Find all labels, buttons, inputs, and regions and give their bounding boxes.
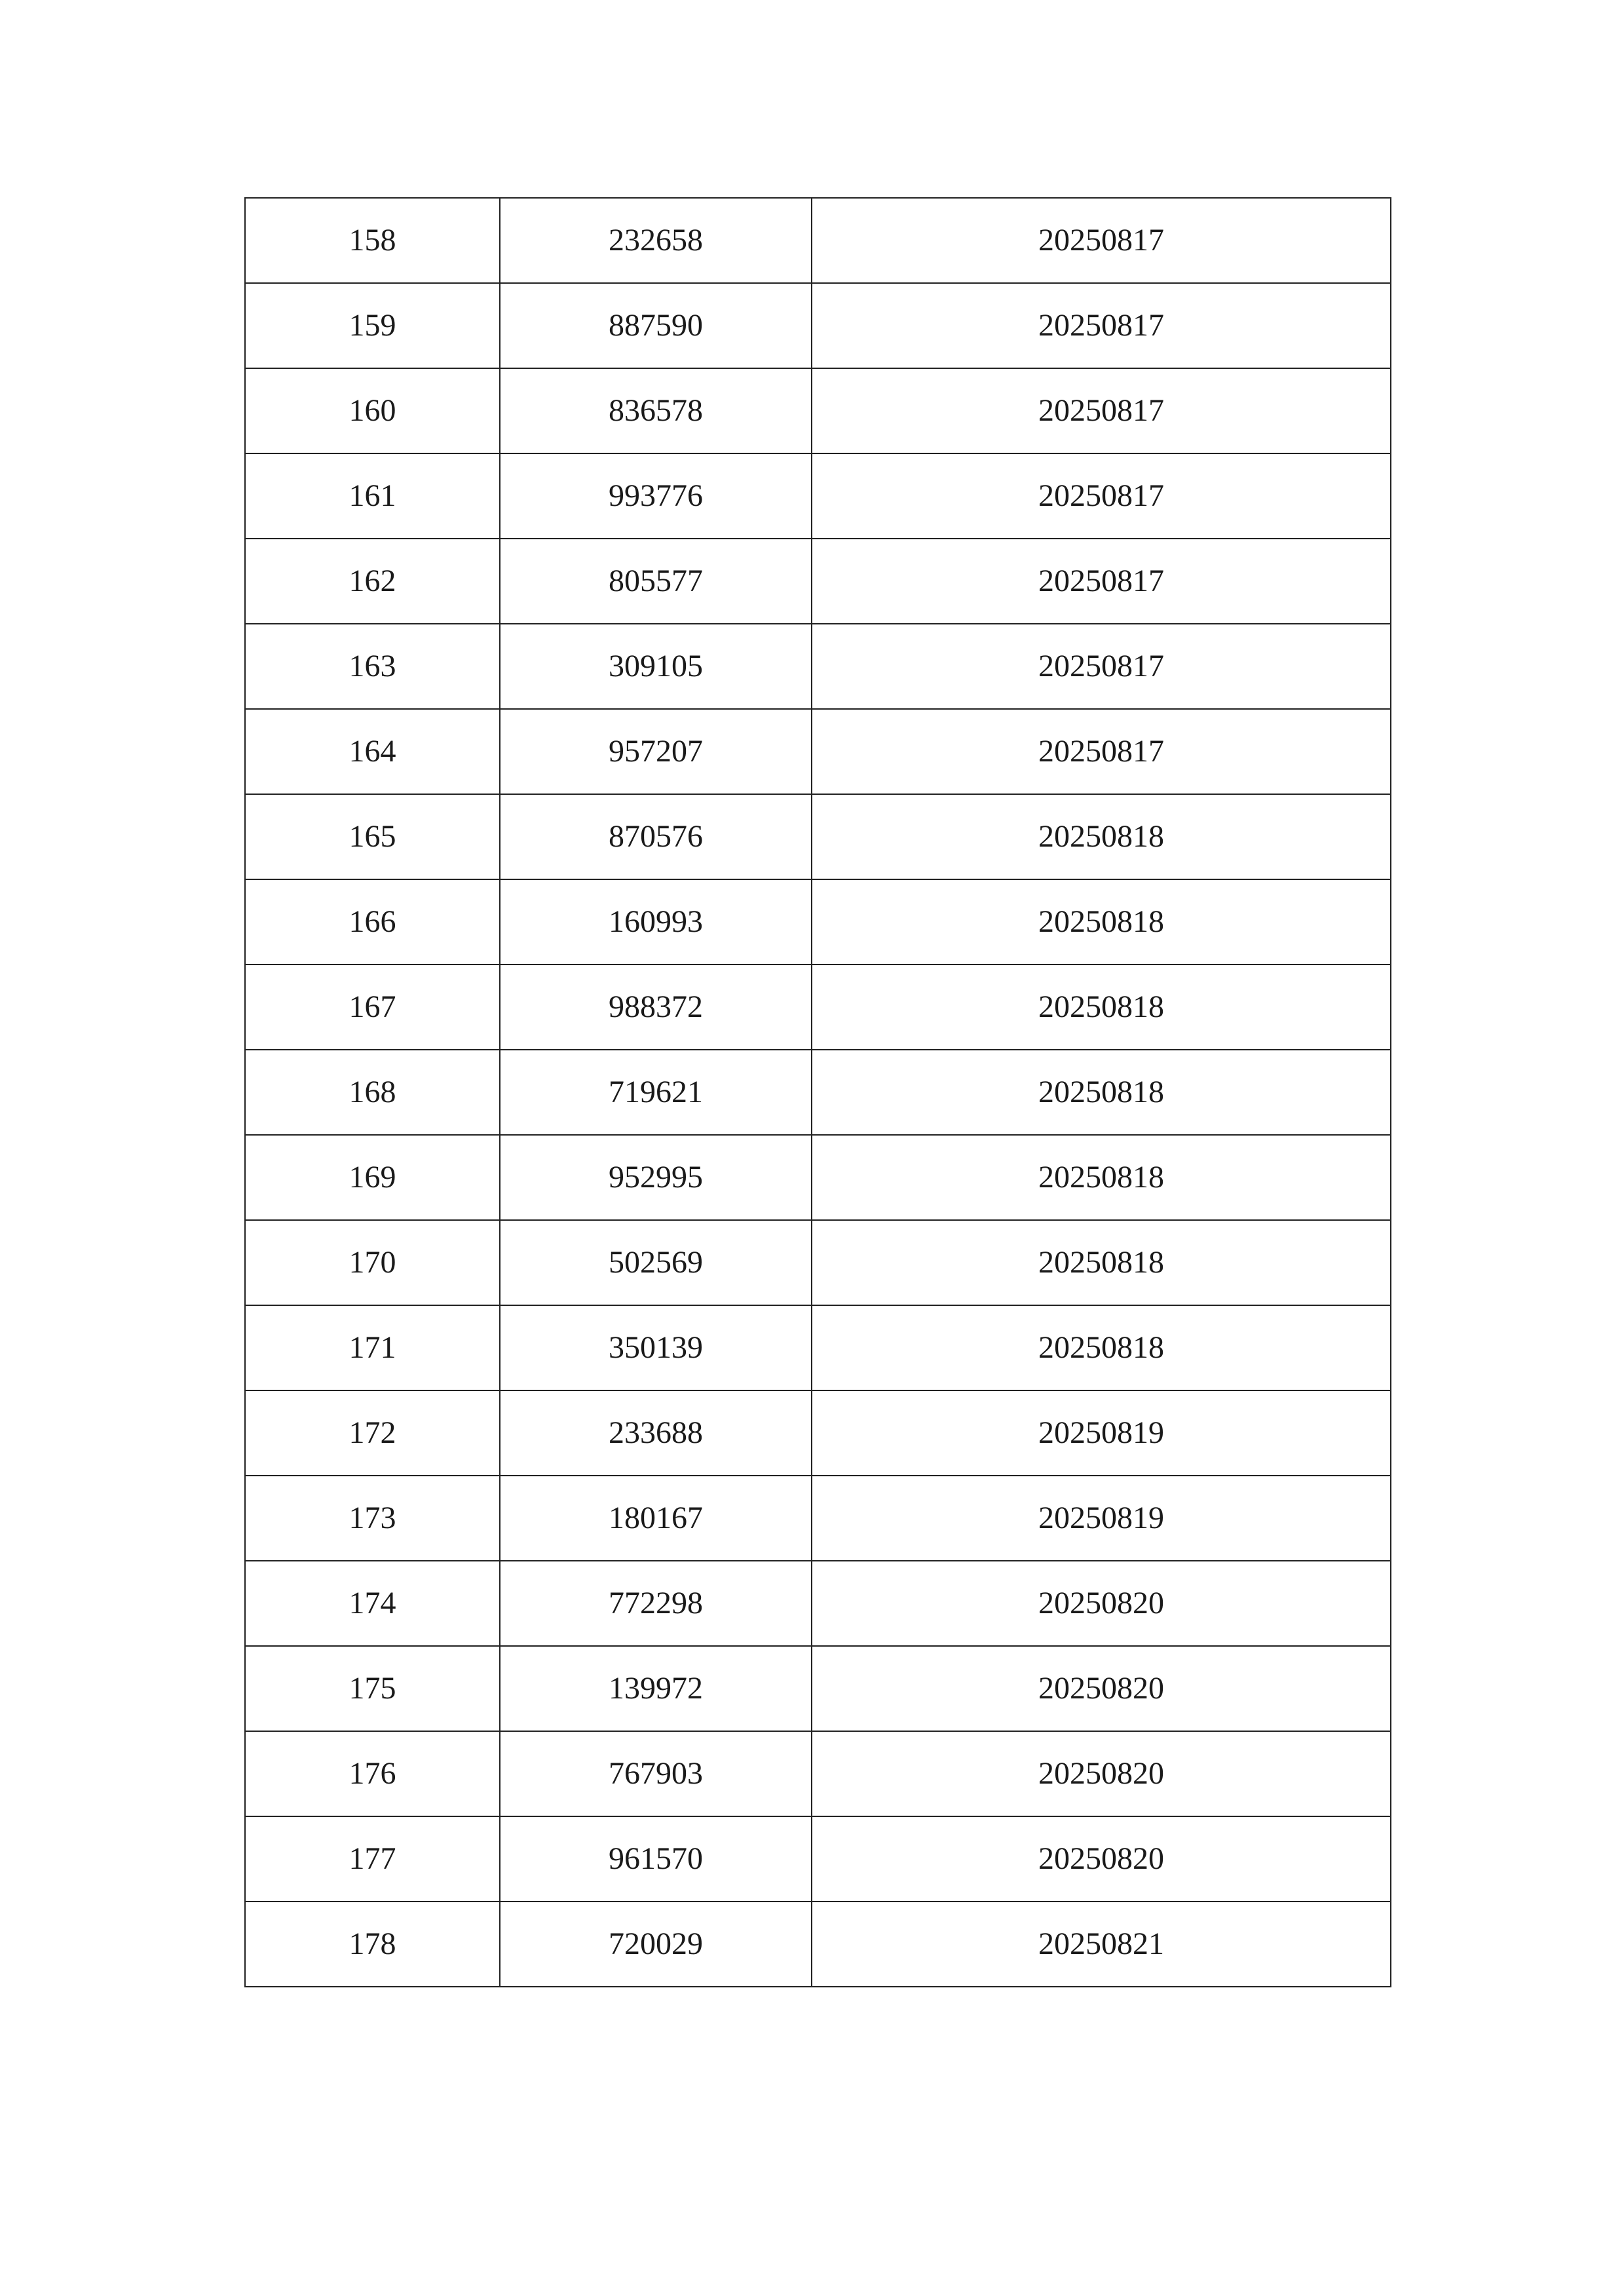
- table-row: [245, 1220, 1391, 1305]
- cell-date: 20250818: [812, 1050, 1391, 1135]
- table-row: [245, 1561, 1391, 1646]
- cell-number: 162: [245, 539, 500, 624]
- cell-code: 719621: [500, 1050, 812, 1135]
- cell-code: 805577: [500, 539, 812, 624]
- cell-code: 350139: [500, 1305, 812, 1390]
- table-row: [245, 624, 1391, 709]
- cell-code: 233688: [500, 1390, 812, 1476]
- cell-number: 178: [245, 1902, 500, 1987]
- cell-number: 176: [245, 1731, 500, 1816]
- cell-number: 169: [245, 1135, 500, 1220]
- cell-date: 20250817: [812, 709, 1391, 794]
- table-row: [245, 794, 1391, 879]
- records-table: [244, 197, 1391, 1987]
- table-row: [245, 283, 1391, 368]
- cell-code: 887590: [500, 283, 812, 368]
- cell-date: 20250817: [812, 283, 1391, 368]
- cell-code: 232658: [500, 198, 812, 283]
- cell-date: 20250820: [812, 1816, 1391, 1902]
- cell-code: 160993: [500, 879, 812, 965]
- table-row: [245, 1135, 1391, 1220]
- cell-number: 166: [245, 879, 500, 965]
- table-row: [245, 1390, 1391, 1476]
- cell-code: 139972: [500, 1646, 812, 1731]
- cell-number: 174: [245, 1561, 500, 1646]
- table-row: [245, 879, 1391, 965]
- cell-number: 159: [245, 283, 500, 368]
- records-table-body: [245, 198, 1391, 1987]
- cell-number: 165: [245, 794, 500, 879]
- cell-date: 20250820: [812, 1731, 1391, 1816]
- cell-date: 20250817: [812, 198, 1391, 283]
- cell-code: 767903: [500, 1731, 812, 1816]
- cell-code: 720029: [500, 1902, 812, 1987]
- cell-number: 175: [245, 1646, 500, 1731]
- cell-number: 171: [245, 1305, 500, 1390]
- cell-date: 20250817: [812, 453, 1391, 539]
- cell-number: 170: [245, 1220, 500, 1305]
- cell-date: 20250818: [812, 794, 1391, 879]
- cell-date: 20250817: [812, 368, 1391, 453]
- cell-code: 502569: [500, 1220, 812, 1305]
- cell-date: 20250820: [812, 1646, 1391, 1731]
- cell-code: 952995: [500, 1135, 812, 1220]
- cell-code: 180167: [500, 1476, 812, 1561]
- cell-date: 20250821: [812, 1902, 1391, 1987]
- cell-number: 163: [245, 624, 500, 709]
- table-row: [245, 539, 1391, 624]
- cell-number: 158: [245, 198, 500, 283]
- table-row: [245, 1816, 1391, 1902]
- cell-code: 961570: [500, 1816, 812, 1902]
- table-row: [245, 1646, 1391, 1731]
- table-row: [245, 1305, 1391, 1390]
- cell-date: 20250818: [812, 1305, 1391, 1390]
- cell-number: 161: [245, 453, 500, 539]
- cell-code: 993776: [500, 453, 812, 539]
- cell-date: 20250818: [812, 1220, 1391, 1305]
- cell-code: 772298: [500, 1561, 812, 1646]
- cell-code: 836578: [500, 368, 812, 453]
- cell-number: 160: [245, 368, 500, 453]
- cell-date: 20250820: [812, 1561, 1391, 1646]
- cell-date: 20250817: [812, 539, 1391, 624]
- table-row: [245, 1731, 1391, 1816]
- table-row: [245, 368, 1391, 453]
- cell-code: 309105: [500, 624, 812, 709]
- table-row: [245, 709, 1391, 794]
- cell-date: 20250818: [812, 965, 1391, 1050]
- table-row: [245, 965, 1391, 1050]
- table-row: [245, 453, 1391, 539]
- cell-date: 20250819: [812, 1390, 1391, 1476]
- cell-number: 177: [245, 1816, 500, 1902]
- cell-date: 20250817: [812, 624, 1391, 709]
- table-row: [245, 1902, 1391, 1987]
- cell-number: 168: [245, 1050, 500, 1135]
- cell-number: 172: [245, 1390, 500, 1476]
- cell-number: 173: [245, 1476, 500, 1561]
- cell-date: 20250818: [812, 1135, 1391, 1220]
- cell-code: 870576: [500, 794, 812, 879]
- cell-code: 988372: [500, 965, 812, 1050]
- cell-number: 167: [245, 965, 500, 1050]
- cell-code: 957207: [500, 709, 812, 794]
- table-row: [245, 1050, 1391, 1135]
- cell-date: 20250819: [812, 1476, 1391, 1561]
- cell-date: 20250818: [812, 879, 1391, 965]
- table-row: [245, 1476, 1391, 1561]
- cell-number: 164: [245, 709, 500, 794]
- table-row: [245, 198, 1391, 283]
